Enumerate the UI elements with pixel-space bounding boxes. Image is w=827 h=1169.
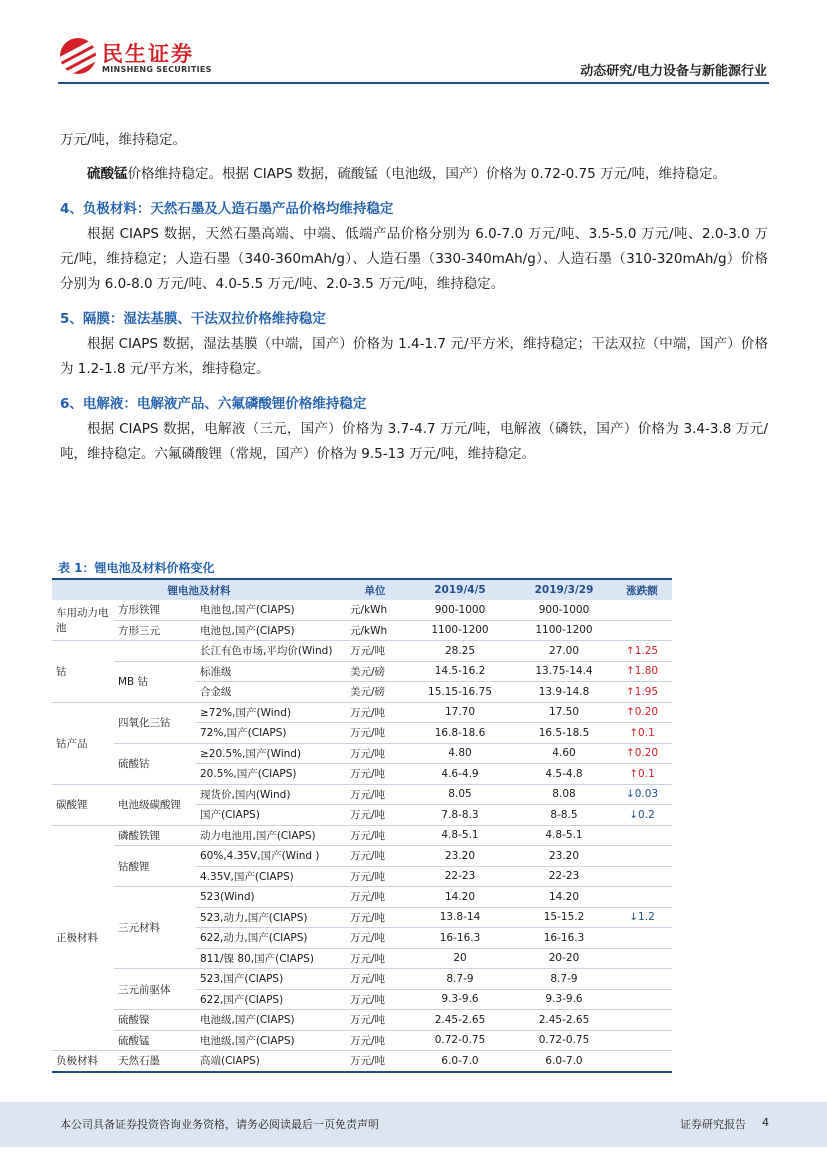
cell-spec: 622,动力,国产(CIAPS) [196,928,346,949]
row-group-label: 负极材料 [52,1051,114,1072]
cell-value-current: 1100-1200 [404,620,516,641]
cell-change [612,887,672,908]
cell-value-current: 28.25 [404,641,516,662]
cell-unit: 万元/吨 [346,969,404,990]
cell-spec: 合金级 [196,682,346,703]
cell-value-previous: 27.00 [516,641,612,662]
logo-mark-icon [60,38,96,74]
cell-unit: 万元/吨 [346,846,404,867]
header-report-category: 动态研究/电力设备与新能源行业 [580,64,767,79]
cell-change [612,1010,672,1031]
cell-value-current: 6.0-7.0 [404,1051,516,1072]
table-row [52,661,672,682]
cell-value-previous: 8.7-9 [516,969,612,990]
cell-value-previous: 2.45-2.65 [516,1010,612,1031]
cell-change [612,600,672,620]
cell-change: ↑0.20 [612,743,672,764]
cell-change: ↑0.1 [612,764,672,785]
cell-spec: 523,国产(CIAPS) [196,969,346,990]
cell-spec: 电池包,国产(CIAPS) [196,620,346,641]
cell-unit: 美元/磅 [346,682,404,703]
cell-change [612,866,672,887]
cell-value-previous: 14.20 [516,887,612,908]
table-row [52,887,672,908]
cell-change [612,1030,672,1051]
paragraph-manganese-sulfate [60,162,768,187]
cell-change: ↓0.03 [612,784,672,805]
table-row [52,641,672,662]
cell-unit: 万元/吨 [346,989,404,1010]
cell-unit: 万元/吨 [346,887,404,908]
row-group-label: 正极材料 [52,825,114,1051]
cell-value-current: 22-23 [404,866,516,887]
cell-value-previous: 8-8.5 [516,805,612,826]
row-group-label: 车用动力电池 [52,600,114,641]
cell-unit: 万元/吨 [346,1051,404,1072]
row-subgroup-label: 电池级碳酸锂 [114,784,196,825]
table-row [52,1010,672,1031]
table-header-row [52,579,672,600]
report-body [60,128,768,467]
footer-report-type: 证券研究报告 [680,1118,746,1131]
cell-value-previous: 17.50 [516,702,612,723]
cell-value-previous: 23.20 [516,846,612,867]
table-row [52,846,672,867]
cell-spec: 国产(CIAPS) [196,805,346,826]
cell-unit: 万元/吨 [346,784,404,805]
cell-change [612,969,672,990]
cell-unit: 万元/吨 [346,1030,404,1051]
cell-unit: 美元/磅 [346,661,404,682]
row-group-label: 钴 [52,641,114,703]
cell-value-current: 20 [404,948,516,969]
cell-value-current: 14.5-16.2 [404,661,516,682]
paragraph-text: 价格维持稳定。根据 CIAPS 数据，硫酸锰（电池级，国产）价格为 0.72-0.75 万元/吨，维持稳定。 [127,166,727,182]
cell-value-previous: 4.8-5.1 [516,825,612,846]
cell-value-previous: 16-16.3 [516,928,612,949]
table-row [52,600,672,620]
paragraph-separator: 根据 CIAPS 数据，湿法基膜（中端，国产）价格为 1.4-1.7 元/平方米，维持稳定；干法双拉（中端，国产）价格为 1.2-1.8 元/平方米，维持稳定。 [60,336,768,377]
cell-value-current: 4.8-5.1 [404,825,516,846]
header-divider [58,82,769,84]
row-subgroup-label: 四氧化三钴 [114,702,196,743]
row-subgroup-label: 三元前驱体 [114,969,196,1010]
cell-unit: 万元/吨 [346,702,404,723]
cell-value-current: 9.3-9.6 [404,989,516,1010]
cell-unit: 万元/吨 [346,723,404,744]
footer-disclaimer: 本公司具备证券投资咨询业务资格，请务必阅读最后一页免责声明 [60,1118,379,1131]
cell-spec: 电池级,国产(CIAPS) [196,1030,346,1051]
logo-name: 民生证券 [102,42,194,66]
cell-value-previous: 22-23 [516,866,612,887]
column-header: 2019/3/29 [516,579,612,600]
cell-change [612,620,672,641]
cell-unit: 万元/吨 [346,743,404,764]
cell-value-previous: 1100-1200 [516,620,612,641]
cell-change: ↑0.20 [612,702,672,723]
row-group-label: 钴产品 [52,702,114,784]
cell-change [612,1051,672,1072]
row-subgroup-label: 硫酸锰 [114,1030,196,1051]
cell-spec: 电池包,国产(CIAPS) [196,600,346,620]
table-row [52,743,672,764]
table-row [52,1030,672,1051]
cell-change: ↑1.80 [612,661,672,682]
cell-value-current: 16.8-18.6 [404,723,516,744]
cell-value-previous: 20-20 [516,948,612,969]
cell-spec: 动力电池用,国产(CIAPS) [196,825,346,846]
cell-spec: 72%,国产(CIAPS) [196,723,346,744]
cell-spec: 60%,4.35V,国产(Wind ) [196,846,346,867]
cell-value-previous: 13.75-14.4 [516,661,612,682]
cell-value-current: 8.05 [404,784,516,805]
row-subgroup-label: 方形三元 [114,620,196,641]
row-subgroup-label: 方形铁锂 [114,600,196,620]
table-title: 表 1：锂电池及材料价格变化 [58,561,215,575]
cell-change [612,825,672,846]
column-header: 锂电池及材料 [52,579,346,600]
section-heading-electrolyte: 6、电解液：电解液产品、六氟磷酸锂价格维持稳定 [60,396,367,412]
cell-unit: 元/kWh [346,620,404,641]
cell-change: ↓0.2 [612,805,672,826]
cell-change [612,948,672,969]
cell-unit: 万元/吨 [346,866,404,887]
cell-value-previous: 9.3-9.6 [516,989,612,1010]
cell-change [612,846,672,867]
cell-value-current: 4.6-4.9 [404,764,516,785]
column-header: 2019/4/5 [404,579,516,600]
cell-change: ↓1.2 [612,907,672,928]
cell-value-current: 900-1000 [404,600,516,620]
cell-unit: 万元/吨 [346,764,404,785]
cell-value-previous: 13.9-14.8 [516,682,612,703]
cell-value-previous: 4.5-4.8 [516,764,612,785]
cell-change: ↑1.25 [612,641,672,662]
cell-spec: 523(Wind) [196,887,346,908]
column-header: 单位 [346,579,404,600]
cell-value-current: 14.20 [404,887,516,908]
row-subgroup-label [114,641,196,662]
cell-value-previous: 16.5-18.5 [516,723,612,744]
page-number: 4 [762,1116,769,1129]
cell-value-current: 16-16.3 [404,928,516,949]
table-row [52,620,672,641]
page-footer [0,1102,827,1147]
cell-unit: 万元/吨 [346,641,404,662]
cell-spec: ≥72%,国产(Wind) [196,702,346,723]
column-header: 涨跌额 [612,579,672,600]
cell-value-previous: 4.60 [516,743,612,764]
row-group-label: 碳酸锂 [52,784,114,825]
cell-unit: 万元/吨 [346,1010,404,1031]
row-subgroup-label: 钴酸锂 [114,846,196,887]
table-row [52,969,672,990]
cell-value-previous: 8.08 [516,784,612,805]
cell-spec: 622,国产(CIAPS) [196,989,346,1010]
cell-spec: 现货价,国内(Wind) [196,784,346,805]
section-heading-separator: 5、隔膜：湿法基膜、干法双拉价格维持稳定 [60,311,326,327]
paragraph-electrolyte: 根据 CIAPS 数据，电解液（三元，国产）价格为 3.7-4.7 万元/吨，电解液（磷铁，国产）价格为 3.4-3.8 万元/吨，维持稳定。六氟磷酸锂（常规，国产）价格为 9.5-13 万元/吨，维持稳定。 [60,421,768,462]
company-logo [60,38,210,78]
row-subgroup-label: 三元材料 [114,887,196,969]
cell-unit: 万元/吨 [346,907,404,928]
row-subgroup-label: 硫酸镍 [114,1010,196,1031]
cell-value-previous: 6.0-7.0 [516,1051,612,1072]
row-subgroup-label: MB 钴 [114,661,196,702]
cell-spec: ≥20.5%,国产(Wind) [196,743,346,764]
cell-value-current: 0.72-0.75 [404,1030,516,1051]
cell-value-previous: 0.72-0.75 [516,1030,612,1051]
table-row [52,784,672,805]
cell-value-current: 8.7-9 [404,969,516,990]
cell-change: ↑1.95 [612,682,672,703]
cell-change: ↑0.1 [612,723,672,744]
cell-change [612,989,672,1010]
cell-value-current: 13.8-14 [404,907,516,928]
cell-value-current: 17.70 [404,702,516,723]
cell-unit: 万元/吨 [346,805,404,826]
row-subgroup-label: 磷酸铁锂 [114,825,196,846]
cell-unit: 万元/吨 [346,948,404,969]
cell-spec: 高端(CIAPS) [196,1051,346,1072]
cell-spec: 811/镍 80,国产(CIAPS) [196,948,346,969]
cell-spec: 标准级 [196,661,346,682]
cell-unit: 万元/吨 [346,825,404,846]
cell-spec: 长江有色市场,平均价(Wind) [196,641,346,662]
cell-value-previous: 900-1000 [516,600,612,620]
cell-value-previous: 15-15.2 [516,907,612,928]
cell-value-current: 23.20 [404,846,516,867]
cell-unit: 元/kWh [346,600,404,620]
cell-value-current: 2.45-2.65 [404,1010,516,1031]
cell-change [612,928,672,949]
cell-unit: 万元/吨 [346,928,404,949]
paragraph-anode: 根据 CIAPS 数据，天然石墨高端、中端、低端产品价格分别为 6.0-7.0 万元/吨、3.5-5.0 万元/吨、2.0-3.0 万元/吨，维持稳定；人造石墨（340-360mAh/g）、人造石墨（330-340mAh/g）、人造石墨（310-320mAh/g）价格分别为 6.0-8.0 万元/吨、4.0-5.5 万元/吨、2.0-3.5 万元/吨，维持稳定。 [60,226,768,292]
logo-english-name: MINSHENG SECURITIES [102,65,212,74]
paragraph-lead-term: 硫酸锰 [87,166,128,182]
cell-spec: 电池级,国产(CIAPS) [196,1010,346,1031]
cell-value-current: 4.80 [404,743,516,764]
row-subgroup-label: 天然石墨 [114,1051,196,1072]
cell-value-current: 7.8-8.3 [404,805,516,826]
table-row [52,702,672,723]
page-header [0,0,827,84]
cell-spec: 20.5%,国产(CIAPS) [196,764,346,785]
section-heading-anode: 4、负极材料：天然石墨及人造石墨产品价格均维持稳定 [60,201,394,217]
price-table [52,578,672,1073]
table-row [52,1051,672,1072]
cell-spec: 4.35V,国产(CIAPS) [196,866,346,887]
row-subgroup-label: 硫酸钴 [114,743,196,784]
table-row [52,825,672,846]
cell-value-current: 15.15-16.75 [404,682,516,703]
paragraph-continuation: 万元/吨，维持稳定。 [60,132,187,148]
cell-spec: 523,动力,国产(CIAPS) [196,907,346,928]
